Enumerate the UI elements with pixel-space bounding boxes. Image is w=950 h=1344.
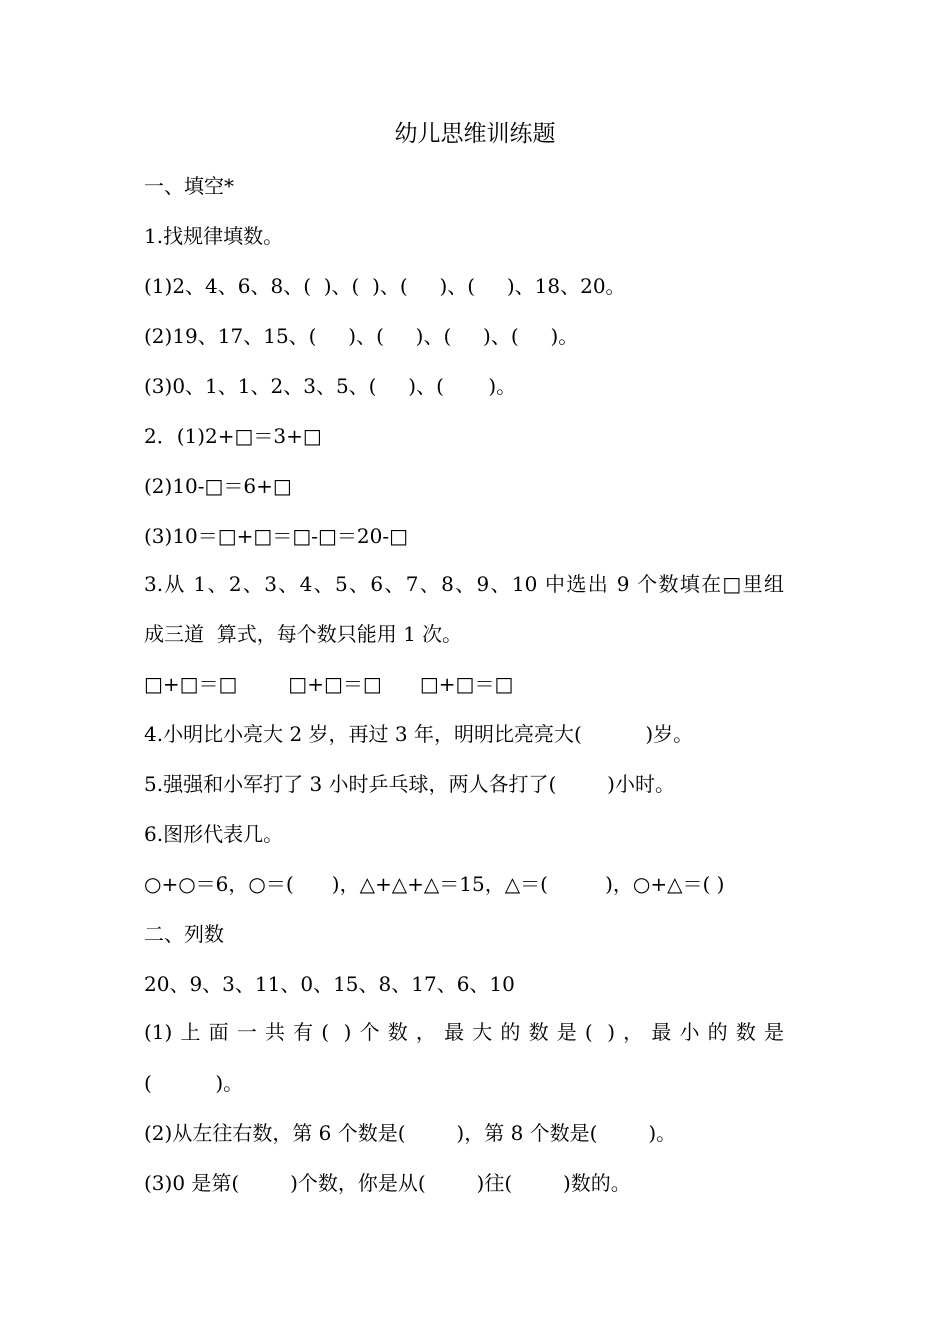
question-3-text-line-1: 3.从 1、2、3、4、5、6、7、8、9、10 中选出 9 个数填在□里组 (144, 572, 784, 596)
question-3-text-line-2: 成三道 算式，每个数只能用 1 次。 (144, 622, 463, 646)
question-6-shapes: ○+○＝6，○＝( )，△+△+△＝15，△＝( )，○+△＝( ) (144, 872, 725, 896)
section-heading-fill-blank: 一、填空* (144, 174, 234, 198)
list-question-3: (3)0 是第( )个数，你是从( )往( )数的。 (144, 1171, 631, 1195)
question-1-part-2: (2)19、17、15、( )、( )、( )、( )。 (144, 324, 579, 348)
question-2-part-3: (3)10＝□+□＝□-□＝20-□ (144, 524, 408, 548)
number-sequence: 20、9、3、11、0、15、8、17、6、10 (144, 972, 515, 996)
question-6-heading: 6.图形代表几。 (144, 822, 284, 846)
document-title: 幼儿思维训练题 (394, 121, 556, 147)
question-1-part-1: (1)2、4、6、8、( )、( )、( )、( )、18、20。 (144, 274, 626, 298)
question-5: 5.强强和小军打了 3 小时乒乓球，两人各打了( )小时。 (144, 772, 675, 796)
list-question-1-line-1: (1)上面一共有( )个数，最大的数是( )，最小的数是 (144, 1020, 784, 1044)
question-3-equations: □+□＝□ □+□＝□ □+□＝□ (144, 672, 514, 696)
question-4: 4.小明比小亮大 2 岁，再过 3 年，明明比亮亮大( )岁。 (144, 722, 694, 746)
question-1-part-3: (3)0、1、1、2、3、5、( )、( )。 (144, 374, 517, 398)
list-question-2: (2)从左往右数，第 6 个数是( )，第 8 个数是( )。 (144, 1121, 677, 1145)
question-1-heading: 1.找规律填数。 (144, 224, 284, 248)
question-2-part-1: 2．(1)2+□＝3+□ (144, 424, 322, 448)
list-question-1-line-2: ( )。 (144, 1071, 244, 1095)
question-2-part-2: (2)10-□＝6+□ (144, 474, 292, 498)
section-heading-list-numbers: 二、列数 (144, 922, 224, 946)
